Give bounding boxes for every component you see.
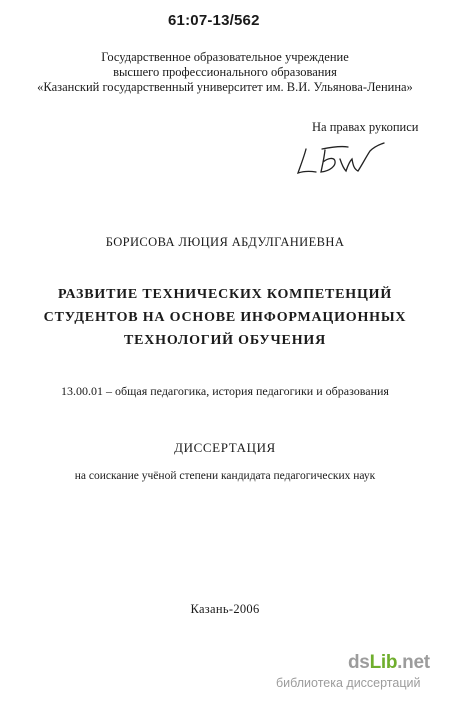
title-line-3: ТЕХНОЛОГИЙ ОБУЧЕНИЯ xyxy=(123,333,326,348)
institution-line-1: Государственное образовательное учреждение xyxy=(101,50,349,64)
city-year: Казань-2006 xyxy=(190,602,260,616)
title-line-2: СТУДЕНТОВ НА ОСНОВЕ ИНФОРМАЦИОННЫХ xyxy=(43,310,407,325)
watermark-logo-accent: Lib xyxy=(369,652,398,673)
title-line-1: РАЗВИТИЕ ТЕХНИЧЕСКИХ КОМПЕТЕНЦИЙ xyxy=(57,287,393,302)
institution-line-2: высшего профессионального образования xyxy=(113,65,337,79)
specialty-code: 13.00.01 – общая педагогика, история педагогики и образования xyxy=(61,384,389,398)
handwritten-signature xyxy=(292,135,392,180)
document-code: 61:07-13/562 xyxy=(168,12,260,29)
watermark-logo xyxy=(348,652,430,674)
watermark-logo-prefix: ds xyxy=(348,652,370,673)
watermark-logo-suffix: .net xyxy=(397,652,430,673)
manuscript-note: На правах рукописи xyxy=(312,120,419,134)
degree-statement: на соискание учёной степени кандидата педагогических наук xyxy=(74,470,376,482)
author-name: БОРИСОВА ЛЮЦИЯ АБДУЛГАНИЕВНА xyxy=(105,235,345,249)
document-type: ДИССЕРТАЦИЯ xyxy=(174,440,276,455)
watermark-caption: библиотека диссертаций xyxy=(276,676,421,690)
institution-line-3: «Казанский государственный университет им. В.И. Ульянова-Ленина» xyxy=(37,80,413,94)
